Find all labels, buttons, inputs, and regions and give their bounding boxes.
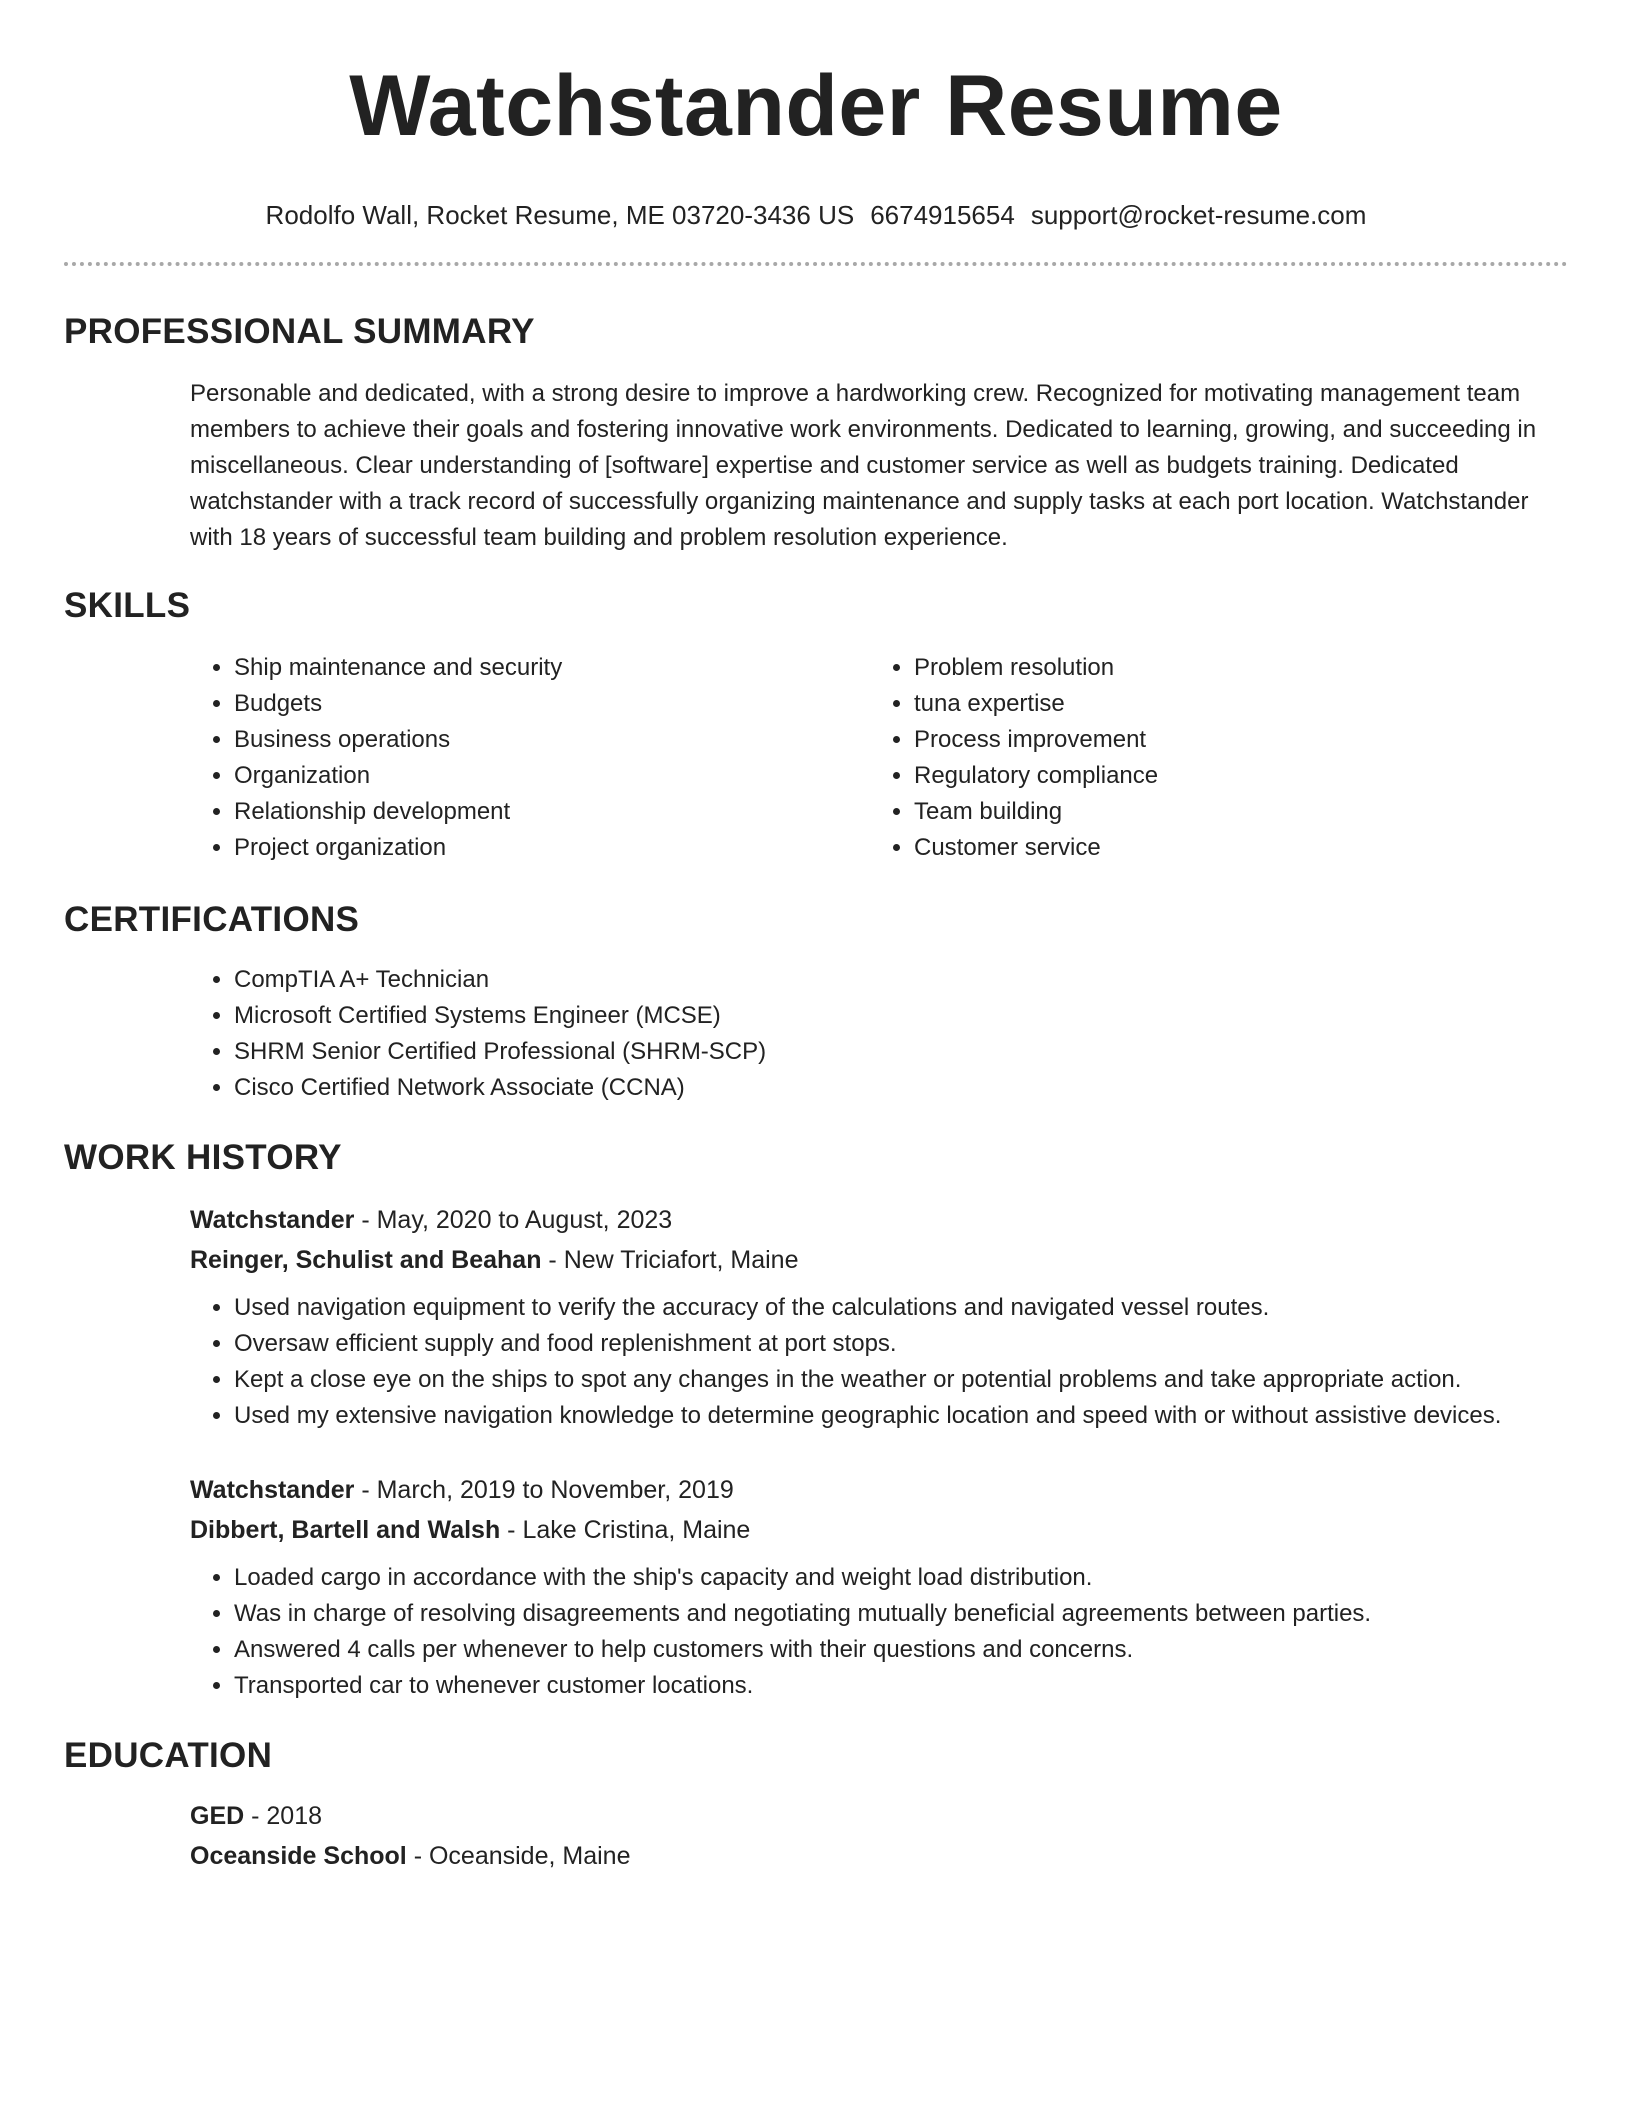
job-dates: - March, 2019 to November, 2019: [354, 1476, 734, 1504]
contact-line: [64, 198, 1568, 232]
skills-right-column: [870, 650, 1550, 866]
job-entry: [190, 1200, 1568, 1434]
skills-left-column: [190, 650, 870, 866]
education-degree: GED: [190, 1802, 245, 1830]
skill-item: • Ship maintenance and security: [234, 650, 870, 686]
skills-section: [64, 584, 1568, 866]
job-title: Watchstander: [190, 1476, 355, 1504]
summary-section: [64, 310, 1568, 556]
skill-item: • Customer service: [914, 830, 1550, 866]
skill-item: • Regulatory compliance: [914, 758, 1550, 794]
job-dates: - May, 2020 to August, 2023: [354, 1206, 673, 1234]
work-history-section: [64, 1136, 1568, 1704]
certifications-section: [64, 898, 1568, 1106]
certification-item: • CompTIA A+ Technician: [234, 962, 1568, 998]
job-company: Reinger, Schulist and Beahan: [190, 1246, 542, 1274]
contact-address: Rodolfo Wall, Rocket Resume, ME 03720-3436 US: [265, 200, 855, 230]
header-divider: [64, 262, 1568, 266]
job-location: - Lake Cristina, Maine: [500, 1516, 751, 1544]
job-bullet: • Oversaw efficient supply and food replenishment at port stops.: [234, 1326, 1568, 1362]
work-history-heading: WORK HISTORY: [64, 1138, 342, 1177]
skill-item: • Relationship development: [234, 794, 870, 830]
job-location: - New Triciafort, Maine: [541, 1246, 799, 1274]
skill-item: • tuna expertise: [914, 686, 1550, 722]
certification-item: • Cisco Certified Network Associate (CCNA): [234, 1070, 1568, 1106]
job-bullet: • Was in charge of resolving disagreements and negotiating mutually beneficial agreements between parties.: [234, 1596, 1568, 1632]
certification-item: • Microsoft Certified Systems Engineer (MCSE): [234, 998, 1568, 1034]
job-company: Dibbert, Bartell and Walsh: [190, 1516, 501, 1544]
education-location: - Oceanside, Maine: [406, 1842, 631, 1870]
contact-email: support@rocket-resume.com: [1030, 200, 1367, 230]
education-year: - 2018: [244, 1802, 323, 1830]
job-bullet: • Loaded cargo in accordance with the ship's capacity and weight load distribution.: [234, 1560, 1568, 1596]
skill-item: • Budgets: [234, 686, 870, 722]
summary-text: Personable and dedicated, with a strong desire to improve a hardworking crew. Recognized for motivating management team members to achieve their goals and fostering innovative work environments. Dedicated to learning, growing, and succeeding in miscellaneous. Clear understanding of [software] expertise and customer service as well as budgets training. Dedicated watchstander with a track record of successfully organizing maintenance and supply tasks at each port location. Watchstander with 18 years of successful team building and problem resolution experience.: [190, 380, 1537, 551]
summary-heading: PROFESSIONAL SUMMARY: [64, 312, 535, 351]
education-section: [64, 1734, 1568, 1876]
skill-item: • Team building: [914, 794, 1550, 830]
job-bullet: • Used my extensive navigation knowledge to determine geographic location and speed with or without assistive devices.: [234, 1398, 1568, 1434]
job-bullet: • Used navigation equipment to verify the accuracy of the calculations and navigated vessel routes.: [234, 1290, 1568, 1326]
certification-item: • SHRM Senior Certified Professional (SHRM-SCP): [234, 1034, 1568, 1070]
skill-item: • Business operations: [234, 722, 870, 758]
skill-item: • Problem resolution: [914, 650, 1550, 686]
skill-item: • Organization: [234, 758, 870, 794]
skills-heading: SKILLS: [64, 586, 191, 625]
education-school: Oceanside School: [190, 1842, 407, 1870]
job-bullet: • Transported car to whenever customer locations.: [234, 1668, 1568, 1704]
job-bullet: • Kept a close eye on the ships to spot any changes in the weather or potential problems and take appropriate action.: [234, 1362, 1568, 1398]
education-heading: EDUCATION: [64, 1736, 273, 1775]
resume-title: Watchstander Resume: [349, 58, 1283, 154]
contact-phone: 6674915654: [870, 200, 1015, 230]
job-entry: [190, 1470, 1568, 1704]
skill-item: • Process improvement: [914, 722, 1550, 758]
skill-item: • Project organization: [234, 830, 870, 866]
job-bullet: • Answered 4 calls per whenever to help customers with their questions and concerns.: [234, 1632, 1568, 1668]
resume-page: [64, 0, 1568, 1876]
job-title: Watchstander: [190, 1206, 355, 1234]
certifications-heading: CERTIFICATIONS: [64, 900, 360, 939]
